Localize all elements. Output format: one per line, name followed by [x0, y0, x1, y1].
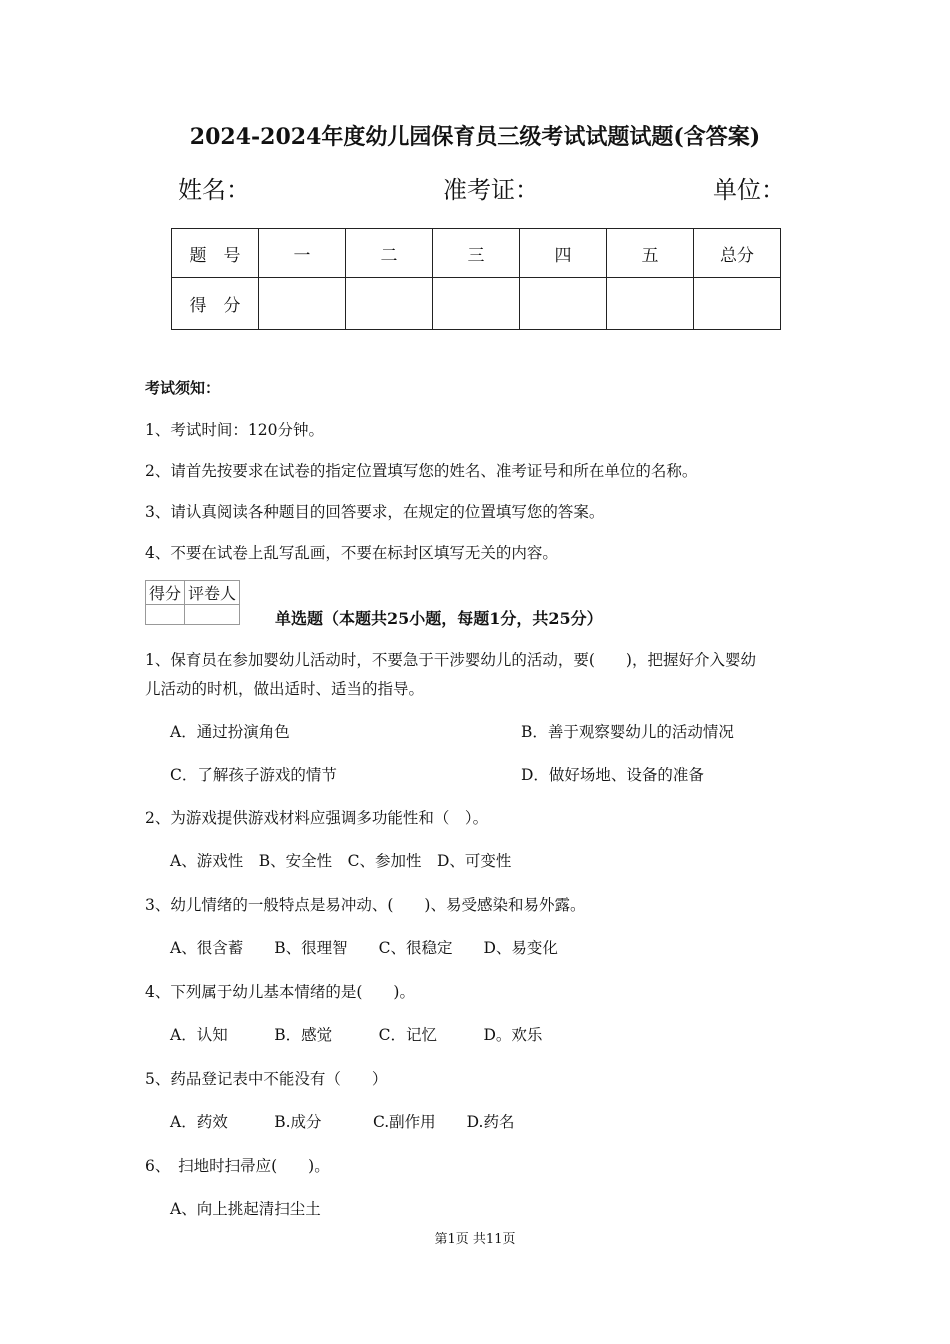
question-1-cont: 儿活动的时机，做出适时、适当的指导。 [145, 680, 425, 698]
score-table-header-cell: 二 [346, 229, 433, 278]
question-2: 2、为游戏提供游戏材料应强调多功能性和（ ）。 [145, 809, 489, 827]
grader-table [145, 580, 240, 625]
question-1: 1、保育员在参加婴幼儿活动时，不要急于干涉婴幼儿的活动，要( )，把握好介入婴幼 [145, 651, 756, 669]
question-5: 5、药品登记表中不能没有（ ） [145, 1070, 388, 1088]
page-title: 2024-2024年度幼儿园保育员三级考试试题试题(含答案) [189, 124, 761, 150]
notice-heading: 考试须知： [145, 379, 221, 397]
score-row-label: 得 分 [172, 278, 259, 330]
question-3: 3、幼儿情绪的一般特点是易冲动、( )、易受感染和易外露。 [145, 896, 586, 914]
name-label: 姓名： [178, 176, 250, 204]
score-cell[interactable] [346, 278, 433, 330]
score-cell[interactable] [433, 278, 520, 330]
score-table-header-cell: 总分 [694, 229, 781, 278]
score-table-header-cell: 五 [607, 229, 694, 278]
notice-item: 2、请首先按要求在试卷的指定位置填写您的姓名、准考证号和所在单位的名称。 [145, 462, 698, 480]
question-4: 4、下列属于幼儿基本情绪的是( )。 [145, 983, 415, 1001]
notice-item: 1、考试时间：120分钟。 [145, 421, 324, 439]
q1-option-c: C．了解孩子游戏的情节 [170, 766, 337, 784]
question-6: 6、 扫地时扫帚应( )。 [145, 1157, 330, 1175]
q4-options: A．认知 B．感觉 C．记忆 D。欢乐 [170, 1026, 543, 1044]
grader-name-label: 评卷人 [185, 581, 240, 605]
notice-item: 4、不要在试卷上乱写乱画，不要在标封区填写无关的内容。 [145, 544, 558, 562]
section-title: 单选题（本题共25小题，每题1分，共25分） [275, 609, 603, 628]
q1-option-a: A．通过扮演角色 [170, 723, 290, 741]
q1-option-d: D．做好场地、设备的准备 [521, 766, 704, 784]
score-table-header-cell: 四 [520, 229, 607, 278]
grader-name-cell[interactable] [185, 605, 240, 625]
exam-id-label: 准考证： [443, 176, 539, 204]
q2-options: A、游戏性 B、安全性 C、参加性 D、可变性 [170, 852, 512, 870]
notice-item: 3、请认真阅读各种题目的回答要求，在规定的位置填写您的答案。 [145, 503, 605, 521]
score-table-score-row [172, 278, 781, 330]
score-cell[interactable] [259, 278, 346, 330]
score-cell[interactable] [694, 278, 781, 330]
grader-score-cell[interactable] [146, 605, 185, 625]
q1-option-b: B．善于观察婴幼儿的活动情况 [521, 723, 734, 741]
q6-option-a: A、向上挑起清扫尘土 [170, 1200, 321, 1218]
score-cell[interactable] [520, 278, 607, 330]
score-table-header-cell: 题 号 [172, 229, 259, 278]
score-cell[interactable] [607, 278, 694, 330]
score-table-header-cell: 三 [433, 229, 520, 278]
score-table-header-cell: 一 [259, 229, 346, 278]
unit-label: 单位： [713, 176, 785, 204]
q5-options: A．药效 B.成分 C.副作用 D.药名 [170, 1113, 515, 1131]
page-footer: 第1页 共11页 [434, 1232, 516, 1247]
q3-options: A、很含蓄 B、很理智 C、很稳定 D、易变化 [170, 939, 558, 957]
grader-score-label: 得分 [146, 581, 185, 605]
score-table [171, 228, 781, 330]
score-table-header-row [172, 229, 781, 278]
